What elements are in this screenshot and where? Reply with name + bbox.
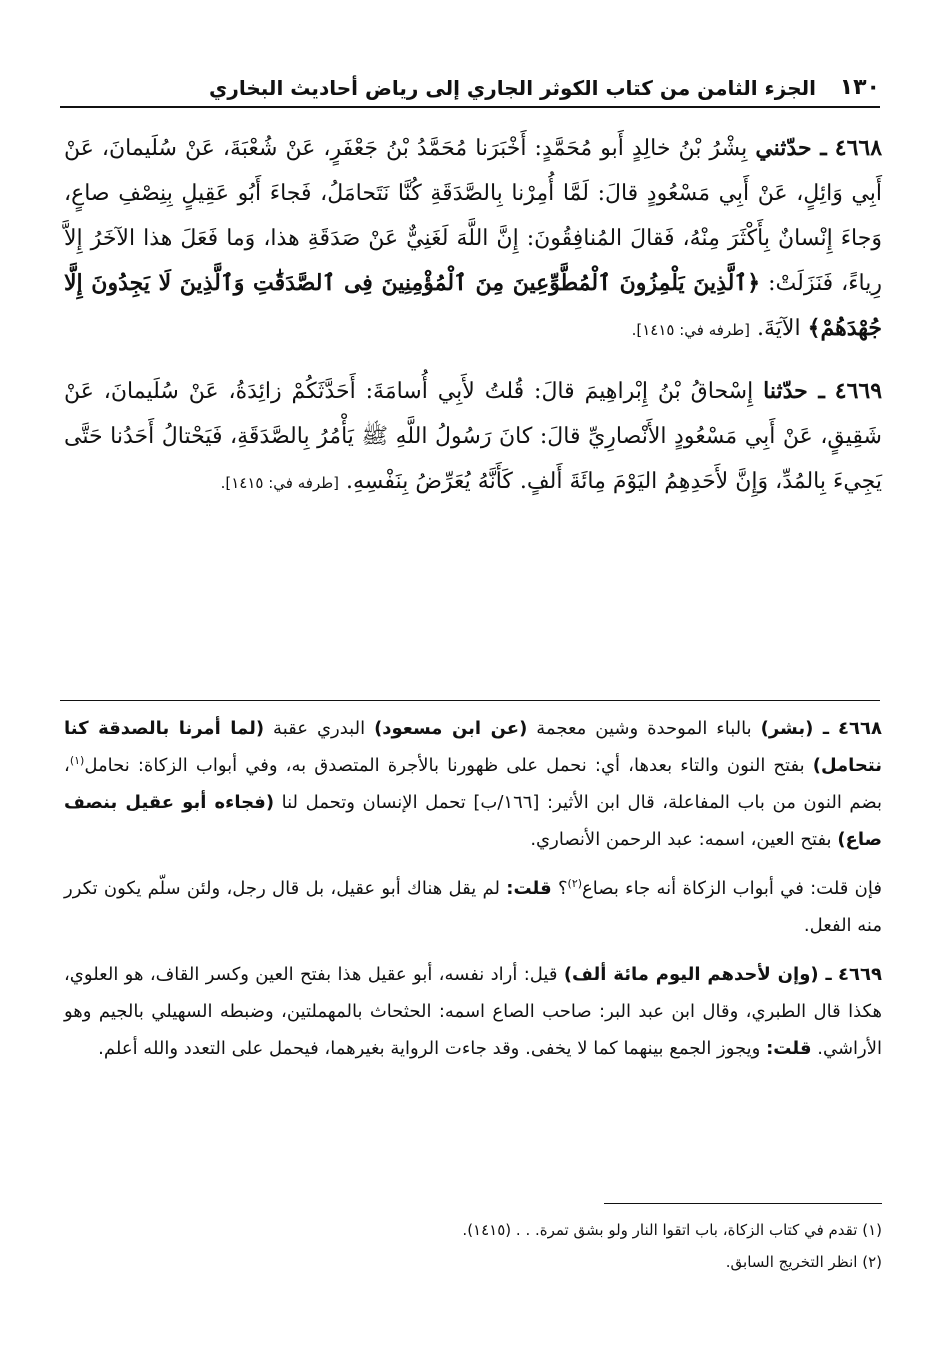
running-header bbox=[60, 62, 880, 108]
commentary-4668: ٤٦٦٨ ـ (بشر) بالباء الموحدة وشين معجمة (عن ابن مسعود) البدري عقبة (لما أمرنا بالصدقة كنا نتحامل) بفتح النون والتاء بعدها، أي: نحمل على ظهورنا بالأجرة المتصدق به، وفي أبواب الزكاة: نحامل$^{(١)}$، بضم النون من باب المفاعلة، قال ابن الأثير: [١٦٦/ب] تحمل الإنسان وتحمل لنا (فجاءه أبو عقيل بنصف صاع) بفتح العين، اسمه: عبد الرحمن الأنصاري. bbox=[64, 718, 883, 850]
footnote-2 bbox=[64, 1246, 882, 1278]
footnote-marker: (١) bbox=[862, 1221, 882, 1239]
hadith-body: إِسْحاقُ بْنُ إِبْراهِيمَ قالَ: قُلتُ لأَبِي أُسامَةَ: أَحَدَّثَكُمْ زائِدَةُ، عَنْ سُلَيمانَ، عَنْ شَقِيقٍ، عَنْ أَبِي مَسْعُودٍ الأَنْصارِيِّ قالَ: كانَ رَسُولُ اللَّهِ ﷺ يَأْمُرُ بِالصَّدَقَةِ، فَيَحْتالُ أَحَدُنا حَتَّى يَجِيءَ بِالمُدِّ، وَإِنَّ لأَحَدِهِمُ اليَوْمَ مِائَةَ أَلفٍ. كَأَنَّهُ يُعَرِّضُ بِنَفْسِهِ. bbox=[64, 379, 882, 494]
footnote-divider bbox=[604, 1203, 882, 1204]
book-title: الجزء الثامن من كتاب الكوثر الجاري إلى رياض أحاديث البخاري bbox=[209, 76, 816, 100]
narration-lead: حدّثنا bbox=[763, 378, 808, 404]
verse-suffix: الآيَةَ. bbox=[757, 316, 801, 341]
commentary-number: ٤٦٦٨ bbox=[838, 718, 882, 739]
footnote-marker-2[interactable]: (٢) bbox=[567, 877, 583, 890]
footnote-marker-1[interactable]: (١) bbox=[69, 754, 85, 767]
hadith-4669: ٤٦٦٩ ـ حدّثنا إِسْحاقُ بْنُ إِبْراهِيمَ قالَ: قُلتُ لأَبِي أُسامَةَ: أَحَدَّثَكُمْ زائِدَةُ، عَنْ سُلَيمانَ، عَنْ شَقِيقٍ، عَنْ أَبِي مَسْعُودٍ الأَنْصارِيِّ قالَ: كانَ رَسُولُ اللَّهِ ﷺ يَأْمُرُ بِالصَّدَقَةِ، فَيَحْتالُ أَحَدُنا حَتَّى يَجِيءَ بِالمُدِّ، وَإِنَّ لأَحَدِهِمُ اليَوْمَ مِائَةَ أَلفٍ. كَأَنَّهُ يُعَرِّضُ بِنَفْسِهِ. [طرفه في: ١٤١٥]. bbox=[64, 378, 883, 494]
quran-verse: ﴿ٱلَّذِينَ يَلْمِزُونَ ٱلْمُطَّوِّعِينَ مِنَ ٱلْمُؤْمِنِينَ فِى ٱلصَّدَقَٰتِ وَٱلَّذِينَ لَا يَجِدُونَ إِلَّا جُهْدَهُمْ﴾ bbox=[64, 270, 882, 341]
narration-lead: حدّثني bbox=[755, 135, 812, 161]
cross-reference: [طرفه في: ١٤١٥]. bbox=[631, 321, 750, 339]
commentary-divider bbox=[60, 700, 880, 701]
hadith-number: ٤٦٦٩ bbox=[834, 378, 883, 404]
footnote-text: انظر التخريج السابق. bbox=[725, 1253, 858, 1271]
hadith-body: بِشْرُ بْنُ خالِدٍ أَبو مُحَمَّدٍ: أَخْبَرَنا مُحَمَّدُ بْنُ جَعْفَرٍ، عَنْ شُعْبَةَ، عَنْ سُلَيمانَ، عَنْ أَبِي وَائِلٍ، عَنْ أَبِي مَسْعُودٍ قالَ: لَمَّا أُمِرْنا بِالصَّدَقَةِ كُنَّا نَتَحامَلُ، فَجاءَ أَبُو عَقِيلٍ بِنِصْفِ صاعٍ، وَجاءَ إِنْسانٌ بِأَكْثَرَ مِنْهُ، فَقالَ المُنافِقُونَ: إِنَّ اللَّهَ لَغَنِيٌّ عَنْ صَدَقَةِ هذا، وَما فَعَلَ هذا الآخَرُ إِلاَّ رِياءً، فَنَزَلَتْ: bbox=[64, 136, 882, 296]
cross-reference: [طرفه في: ١٤١٥]. bbox=[220, 474, 340, 492]
page-number: ١٣٠ bbox=[839, 75, 880, 100]
commentary-question: فإن قلت: في أبواب الزكاة أنه جاء بصاع$^{(٢)}$؟ قلت: لم يقل هناك أبو عقيل، بل قال رجل، ولئن سلّم يكون تكرر منه الفعل. bbox=[64, 877, 882, 936]
footnotes bbox=[64, 1214, 882, 1278]
footnote-1 bbox=[64, 1214, 882, 1246]
commentary-4669: ٤٦٦٩ ـ (وإن لأحدهم اليوم مائة ألف) قيل: أراد نفسه، أبو عقيل هذا بفتح العين وكسر القاف، هو العلوي، هكذا قال الطبري، وقال ابن عبد البر: صاحب الصاع اسمه: الحثحاث بالمهملتين، وضبطه السهيلي بالجيم وهو الأراشي. قلت: ويجوز الجمع بينهما كما لا يخفى. وقد جاءت الرواية بغيرهما، فيحمل على التعدد والله أعلم. bbox=[64, 964, 882, 1059]
footnote-text: تقدم في كتاب الزكاة، باب اتقوا النار ولو بشق تمرة. . . (١٤١٥). bbox=[462, 1221, 858, 1239]
commentary-number: ٤٦٦٩ bbox=[838, 964, 882, 985]
hadith-number: ٤٦٦٨ bbox=[834, 135, 883, 161]
hadith-4668: ٤٦٦٨ ـ حدّثني بِشْرُ بْنُ خالِدٍ أَبو مُحَمَّدٍ: أَخْبَرَنا مُحَمَّدُ بْنُ جَعْفَرٍ، عَنْ شُعْبَةَ، عَنْ سُلَيمانَ، عَنْ أَبِي وَائِلٍ، عَنْ أَبِي مَسْعُودٍ قالَ: لَمَّا أُمِرْنا بِالصَّدَقَةِ كُنَّا نَتَحامَلُ، فَجاءَ أَبُو عَقِيلٍ بِنِصْفِ صاعٍ، وَجاءَ إِنْسانٌ بِأَكْثَرَ مِنْهُ، فَقالَ المُنافِقُونَ: إِنَّ اللَّهَ لَغَنِيٌّ عَنْ صَدَقَةِ هذا، وَما فَعَلَ هذا الآخَرُ إِلاَّ رِياءً، فَنَزَلَتْ: ﴿ٱلَّذِينَ يَلْمِزُونَ ٱلْمُطَّوِّعِينَ مِنَ ٱلْمُؤْمِنِينَ فِى ٱلصَّدَقَٰتِ وَٱلَّذِينَ لَا يَجِدُونَ إِلَّا جُهْدَهُمْ﴾ الآيَةَ. [طرفه في: ١٤١٥]. bbox=[64, 135, 883, 341]
hadith-text bbox=[64, 126, 882, 522]
footnote-marker: (٢) bbox=[862, 1253, 882, 1271]
commentary bbox=[64, 710, 882, 1079]
